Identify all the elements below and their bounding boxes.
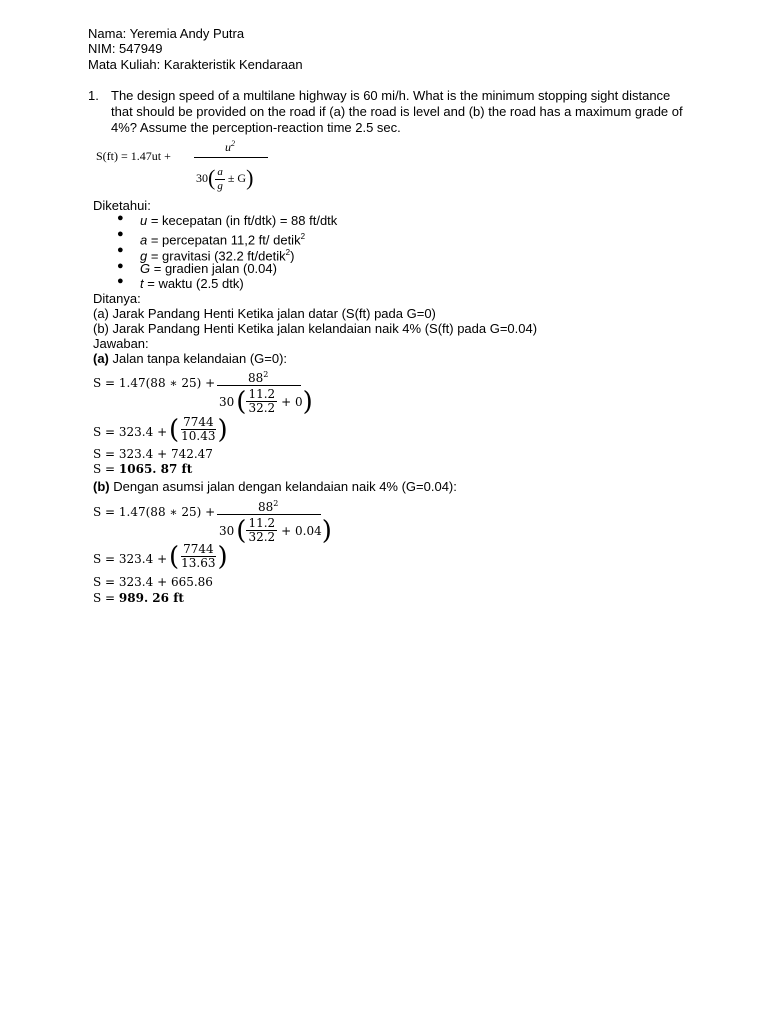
part-a-result: S = 1065. 87 ft — [93, 462, 193, 476]
given-item-a: a = percepatan 11,2 ft/ detik$^2$ — [140, 232, 306, 248]
part-b-step2-lhs: S = 323.4 + — [93, 552, 168, 566]
part-b-step1-bar — [217, 514, 321, 515]
bullet-icon: ● — [117, 244, 124, 256]
part-a-step2 — [93, 415, 293, 449]
given-item-u: u = kecepatan (in ft/dtk) = 88 ft/dtk — [140, 213, 338, 228]
part-b-step1 — [93, 495, 333, 547]
part-b-result: S = 989. 26 ft — [93, 591, 184, 605]
part-b-step3: S = 323.4 + 665.86 — [93, 575, 213, 589]
given-item-g: g = gravitasi (32.2 ft/detik$^2$) — [140, 248, 295, 264]
given-item-t: t = waktu (2.5 dtk) — [140, 276, 244, 291]
part-a-step1-bar — [217, 385, 301, 386]
question-number: 1. — [88, 88, 99, 103]
part-b-step1-den: 30 ( $\frac{11.2}{32.2}$ + 0.04 ) — [219, 515, 332, 546]
given-title: Diketahui: — [93, 198, 151, 213]
part-b-step2-frac: ( $\frac{7744}{13.63}$ ) — [169, 541, 228, 572]
part-a-heading: (a) Jalan tanpa kelandaian (G=0): — [93, 351, 288, 366]
part-a-step1-num: $88^2$ — [248, 370, 269, 385]
part-a-step1 — [93, 366, 323, 418]
part-a-step1-den: 30 ( $\frac{11.2}{32.2}$ + 0 ) — [219, 386, 313, 417]
part-b-step2 — [93, 542, 293, 576]
given-item-G: G = gradien jalan (0.04) — [140, 261, 277, 276]
student-nim: NIM: 547949 — [88, 41, 163, 56]
asked-title: Ditanya: — [93, 291, 141, 306]
course-name: Mata Kuliah: Karakteristik Kendaraan — [88, 57, 303, 72]
part-a-step3: S = 323.4 + 742.47 — [93, 447, 213, 461]
question-text: The design speed of a multilane highway is 60 mi/h. What is the minimum stopping sight distance that should be provided on the road if (a) the road is level and (b) the road has a maximum grade of 4%? Assume the perception-reaction time 2.5 sec. — [111, 88, 683, 135]
asked-b: (b) Jarak Pandang Henti Ketika jalan kelandaian naik 4% (S(ft) pada G=0.04) — [93, 321, 538, 336]
part-a-step2-frac: ( $\frac{7744}{10.43}$ ) — [169, 414, 228, 445]
answer-title: Jawaban: — [93, 336, 149, 351]
asked-a: (a) Jarak Pandang Henti Ketika jalan datar (S(ft) pada G=0) — [93, 306, 436, 321]
part-b-heading: (b) Dengan asumsi jalan dengan kelandaian naik 4% (G=0.04): — [93, 479, 457, 494]
formula-lhs: S(ft) = 1.47ut + — [96, 149, 171, 163]
bullet-icon: ● — [117, 228, 124, 240]
student-name: Nama: Yeremia Andy Putra — [88, 26, 245, 41]
formula-denominator: 30( $\frac{a}{g}$ ± G) — [196, 165, 254, 192]
part-a-step2-lhs: S = 323.4 + — [93, 425, 168, 439]
bullet-icon: ● — [117, 260, 124, 272]
formula-fraction-bar — [194, 157, 268, 158]
part-b-step1-num: $88^2$ — [258, 499, 279, 514]
bullet-icon: ● — [117, 212, 124, 224]
formula-numerator: $u^2$ — [225, 139, 235, 154]
part-a-step1-lhs: S = 1.47(88 ∗ 25) + — [93, 376, 216, 390]
part-b-step1-lhs: S = 1.47(88 ∗ 25) + — [93, 505, 216, 519]
bullet-icon: ● — [117, 275, 124, 287]
